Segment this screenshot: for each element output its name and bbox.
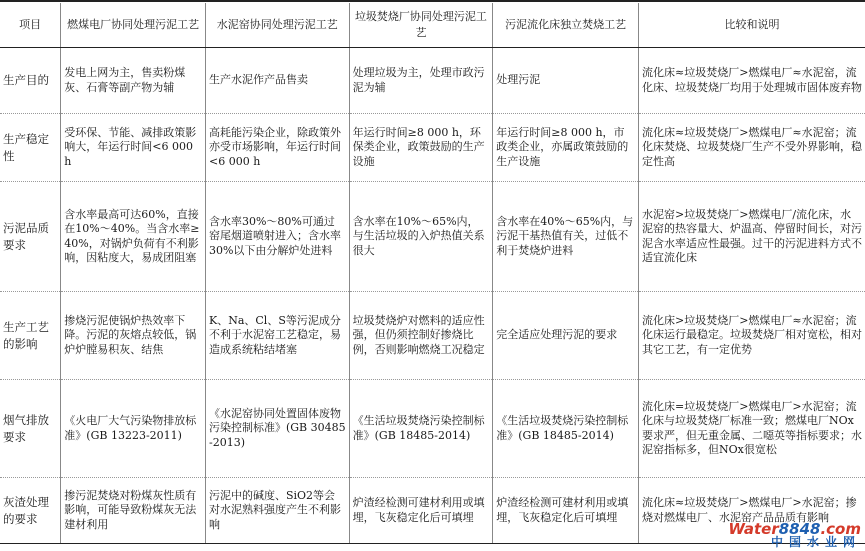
cell-waste: 处理垃圾为主，处理市政污泥为辅 <box>349 48 493 114</box>
row-label: 生产工艺的影响 <box>0 292 61 380</box>
header-coal-plant: 燃煤电厂协同处理污泥工艺 <box>61 3 206 48</box>
watermark-part-domain: .com <box>820 520 861 538</box>
cell-waste: 年运行时间≥8 000 h，环保类企业，政策鼓励的生产设施 <box>349 114 493 182</box>
header-row <box>0 3 865 48</box>
header-comparison: 比较和说明 <box>639 3 865 48</box>
cell-comparison: 水泥窑>垃圾焚烧厂>燃煤电厂/流化床，水泥窑的热容量大、炉温高、停留时间长，对污泥含水率适应性最强。过干的污泥进料方式不适宜流化床 <box>639 182 865 292</box>
header-cement-kiln: 水泥窑协同处理污泥工艺 <box>205 3 349 48</box>
cell-cement: 高耗能污染企业，除政策外亦受市场影响，年运行时间<6 000 h <box>205 114 349 182</box>
header-waste-incineration: 垃圾焚烧厂协同处理污泥工艺 <box>349 3 493 48</box>
cell-coal: 掺污泥焚烧对粉煤灰性质有影响，可能导致粉煤灰无法建材利用 <box>61 478 206 544</box>
cell-cement: 含水率30%～80%可通过窑尾烟道喷射进入；含水率30%以下由分解炉处进料 <box>205 182 349 292</box>
cell-waste: 《生活垃圾焚烧污染控制标准》(GB 18485-2014) <box>349 380 493 478</box>
table-row <box>0 48 865 114</box>
header-item: 项目 <box>0 3 61 48</box>
table-body <box>0 48 865 544</box>
row-label: 生产稳定性 <box>0 114 61 182</box>
cell-coal: 含水率最高可达60%，直接在10%～40%。当含水率≥40%，对锅炉负荷有不利影响，因粘度大，易成团阻塞 <box>61 182 206 292</box>
cell-fluidized: 完全适应处理污泥的要求 <box>493 292 639 380</box>
table-header <box>0 3 865 48</box>
cell-comparison: 流化床>垃圾焚烧厂>燃煤电厂≈水泥窑；流化床运行最稳定。垃圾焚烧厂相对宽松，相对其它工艺，有一定优势 <box>639 292 865 380</box>
cell-fluidized: 处理污泥 <box>493 48 639 114</box>
cell-comparison: 流化床≈垃圾焚烧厂>燃煤电厂≈水泥窑，流化床、垃圾焚烧厂均用于处理城市固体废弃物 <box>639 48 865 114</box>
watermark-part-number: 8848 <box>778 520 821 538</box>
cell-waste: 垃圾焚烧炉对燃料的适应性强，但仍须控制好掺烧比例，否则影响燃烧工况稳定 <box>349 292 493 380</box>
table-top-rule <box>0 0 865 2</box>
row-label: 灰渣处理的要求 <box>0 478 61 544</box>
row-label: 污泥品质要求 <box>0 182 61 292</box>
cell-fluidized: 《生活垃圾焚烧污染控制标准》(GB 18485-2014) <box>493 380 639 478</box>
table-row <box>0 380 865 478</box>
cell-comparison: 流化床≈垃圾焚烧厂>燃煤电厂>水泥窑；掺烧对燃煤电厂、水泥窑产品品质有影响 <box>639 478 865 544</box>
header-fluidized-bed: 污泥流化床独立焚烧工艺 <box>493 3 639 48</box>
watermark-part-water: Water <box>728 520 779 538</box>
row-label: 烟气排放要求 <box>0 380 61 478</box>
cell-waste: 炉渣经检测可建材利用或填埋，飞灰稳定化后可填埋 <box>349 478 493 544</box>
cell-cement: 《水泥窑协同处置固体废物污染控制标准》(GB 30485-2013) <box>205 380 349 478</box>
cell-cement: 污泥中的碱度、SiO2等会对水泥熟料强度产生不利影响 <box>205 478 349 544</box>
table-row <box>0 182 865 292</box>
cell-waste: 含水率在10%～65%内，与生活垃圾的入炉热值关系很大 <box>349 182 493 292</box>
cell-cement: K、Na、Cl、S等污泥成分不利于水泥窑工艺稳定，易造成系统粘结堵塞 <box>205 292 349 380</box>
cell-comparison: 流化床=垃圾焚烧厂>燃煤电厂>水泥窑；流化床与垃圾焚烧厂标准一致；燃煤电厂NOx要求严，但无重金属、二噁英等指标要求；水泥窑指标多，但NOx很宽松 <box>639 380 865 478</box>
cell-coal: 《火电厂大气污染物排放标准》(GB 13223-2011) <box>61 380 206 478</box>
table-row <box>0 292 865 380</box>
cell-cement: 生产水泥作产品售卖 <box>205 48 349 114</box>
cell-fluidized: 年运行时间≥8 000 h，市政类企业，亦属政策鼓励的生产设施 <box>493 114 639 182</box>
watermark-logo <box>728 520 861 549</box>
table-row <box>0 114 865 182</box>
watermark-name: 中国水业网 <box>770 535 861 549</box>
cell-fluidized: 含水率在40%～65%内，与污泥干基热值有关，过低不利于焚烧炉进料 <box>493 182 639 292</box>
cell-coal: 受环保、节能、减排政策影响大，年运行时间<6 000 h <box>61 114 206 182</box>
cell-coal: 发电上网为主，售卖粉煤灰、石膏等副产物为辅 <box>61 48 206 114</box>
cell-comparison: 流化床≈垃圾焚烧厂>燃煤电厂≈水泥窑；流化床焚烧、垃圾焚烧厂生产不受外界影响，稳定性高 <box>639 114 865 182</box>
row-label: 生产目的 <box>0 48 61 114</box>
cell-fluidized: 炉渣经检测可建材利用或填埋，飞灰稳定化后可填埋 <box>493 478 639 544</box>
cell-coal: 掺烧污泥使锅炉热效率下降。污泥的灰熔点较低，锅炉炉膛易积灰、结焦 <box>61 292 206 380</box>
comparison-table <box>0 3 865 544</box>
